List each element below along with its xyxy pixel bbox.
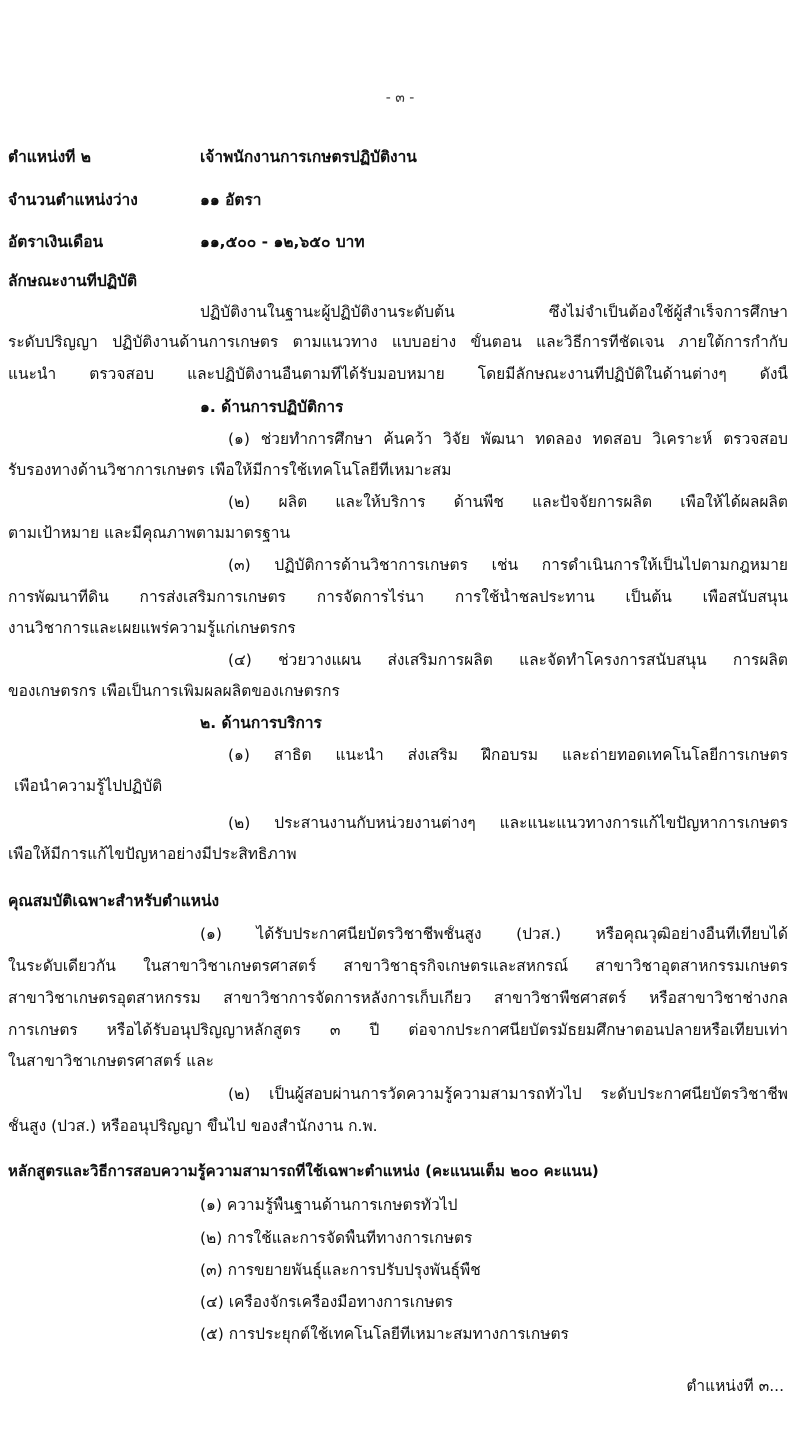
exam-topic-item: (๓) การขยายพันธุ์และการปรับปรุงพันธุ์พืช <box>200 1261 481 1279</box>
operations-item: (๔) ช่วยวางแผน ส่งเสริมการผลิต และจัดทำโครงการสนับสนุน การผลิต <box>228 651 788 669</box>
services-item-cont: เพื่อให้มีการแก้ไขปัญหาอย่างมีประสิทธิภาพ <box>8 845 297 863</box>
vacancies-label: จำนวนตำแหน่งว่าง <box>8 191 138 209</box>
duties-intro-line: ปฏิบัติงานในฐานะผู้ปฏิบัติงานระดับต้น ซึ่งไม่จำเป็นต้องใช้ผู้สำเร็จการศึกษา <box>200 303 788 321</box>
position-value: เจ้าพนักงานการเกษตรปฏิบัติงาน <box>200 148 417 166</box>
qualification-item-cont: ในระดับเดียวกัน ในสาขาวิชาเกษตรศาสตร์ สาขาวิชาธุรกิจเกษตรและสหกรณ์ สาขาวิชาอุตสาหกรรมเกษตร <box>8 957 788 975</box>
exam-heading: หลักสูตรและวิธีการสอบความรู้ความสามารถที่ใช้เฉพาะตำแหน่ง (คะแนนเต็ม ๒๐๐ คะแนน) <box>8 1162 599 1180</box>
qualification-item-cont: สาขาวิชาเกษตรอุตสาหกรรม สาขาวิชาการจัดการหลังการเก็บเกี่ยว สาขาวิชาพืชศาสตร์ หรือสาขาวิชาช่างกล <box>8 989 788 1007</box>
duties-heading: ลักษณะงานที่ปฏิบัติ <box>8 272 138 290</box>
position-label: ตำแหน่งที่ ๒ <box>8 148 91 166</box>
services-item-cont: เพื่อนำความรู้ไปปฏิบัติ <box>14 777 163 795</box>
operations-item: (๓) ปฏิบัติการด้านวิชาการเกษตร เช่น การดำเนินการให้เป็นไปตามกฎหมาย <box>228 556 788 574</box>
page-number: - ๓ - <box>385 90 415 106</box>
services-item: (๒) ประสานงานกับหน่วยงานต่างๆ และแนะแนวทางการแก้ไขปัญหาการเกษตร <box>228 814 788 832</box>
qualification-item-cont: ในสาขาวิชาเกษตรศาสตร์ และ <box>8 1052 214 1070</box>
section-operations-title: ๑. ด้านการปฏิบัติการ <box>200 398 344 416</box>
exam-topic-item: (๕) การประยุกต์ใช้เทคโนโลยีที่เหมาะสมทางการเกษตร <box>200 1325 569 1343</box>
services-item: (๑) สาธิต แนะนำ ส่งเสริม ฝึกอบรม และถ่ายทอดเทคโนโลยีการเกษตร <box>228 746 788 764</box>
exam-topic-item: (๒) การใช้และการจัดพื้นที่ทางการเกษตร <box>200 1229 473 1247</box>
exam-topic-item: (๑) ความรู้พื้นฐานด้านการเกษตรทั่วไป <box>200 1196 458 1214</box>
qualification-item: (๒) เป็นผู้สอบผ่านการวัดความรู้ความสามารถทั่วไป ระดับประกาศนียบัตรวิชาชีพ <box>228 1085 788 1103</box>
qualification-item: (๑) ได้รับประกาศนียบัตรวิชาชีพชั้นสูง (ปวส.) หรือคุณวุฒิอย่างอื่นที่เทียบได้ <box>200 925 788 943</box>
qualifications-heading: คุณสมบัติเฉพาะสำหรับตำแหน่ง <box>8 892 220 910</box>
operations-item: (๒) ผลิต และให้บริการ ด้านพืช และปัจจัยการผลิต เพื่อให้ได้ผลผลิต <box>228 493 788 511</box>
operations-item-cont: ตามเป้าหมาย และมีคุณภาพตามมาตรฐาน <box>8 524 291 542</box>
salary-value: ๑๑,๕๐๐ - ๑๒,๖๕๐ บาท <box>200 233 365 251</box>
operations-item-cont: รับรองทางด้านวิชาการเกษตร เพื่อให้มีการใช้เทคโนโลยีที่เหมาะสม <box>8 461 452 479</box>
section-services-title: ๒. ด้านการบริการ <box>200 714 322 732</box>
exam-topic-item: (๔) เครื่องจักรเครื่องมือทางการเกษตร <box>200 1293 454 1311</box>
operations-item-cont: การพัฒนาที่ดิน การส่งเสริมการเกษตร การจัดการไร่นา การใช้น้ำชลประทาน เป็นต้น เพื่อสนับสนุน <box>8 588 788 606</box>
qualification-item-cont: การเกษตร หรือได้รับอนุปริญญาหลักสูตร ๓ ปี ต่อจากประกาศนียบัตรมัธยมศึกษาตอนปลายหรือเทียบเท่า <box>8 1021 788 1039</box>
operations-item-cont: งานวิชาการและเผยแพร่ความรู้แก่เกษตรกร <box>8 619 296 637</box>
next-page-indicator: ตำแหน่งที่ ๓... <box>686 1377 784 1395</box>
operations-item: (๑) ช่วยทำการศึกษา ค้นคว้า วิจัย พัฒนา ทดลอง ทดสอบ วิเคราะห์ ตรวจสอบ <box>228 430 788 448</box>
vacancies-value: ๑๑ อัตรา <box>200 191 262 209</box>
salary-label: อัตราเงินเดือน <box>8 233 104 251</box>
duties-intro-line: แนะนำ ตรวจสอบ และปฏิบัติงานอื่นตามที่ได้รับมอบหมาย โดยมีลักษณะงานที่ปฏิบัติในด้านต่างๆ ดังนี้ <box>8 365 788 383</box>
operations-item-cont: ของเกษตรกร เพื่อเป็นการเพิ่มผลผลิตของเกษตรกร <box>8 682 340 700</box>
qualification-item-cont: ชั้นสูง (ปวส.) หรืออนุปริญญา ขึ้นไป ของสำนักงาน ก.พ. <box>8 1117 378 1135</box>
duties-intro-line: ระดับปริญญา ปฏิบัติงานด้านการเกษตร ตามแนวทาง แบบอย่าง ขั้นตอน และวิธีการที่ชัดเจน ภายใต้การกำกับ <box>8 333 788 351</box>
